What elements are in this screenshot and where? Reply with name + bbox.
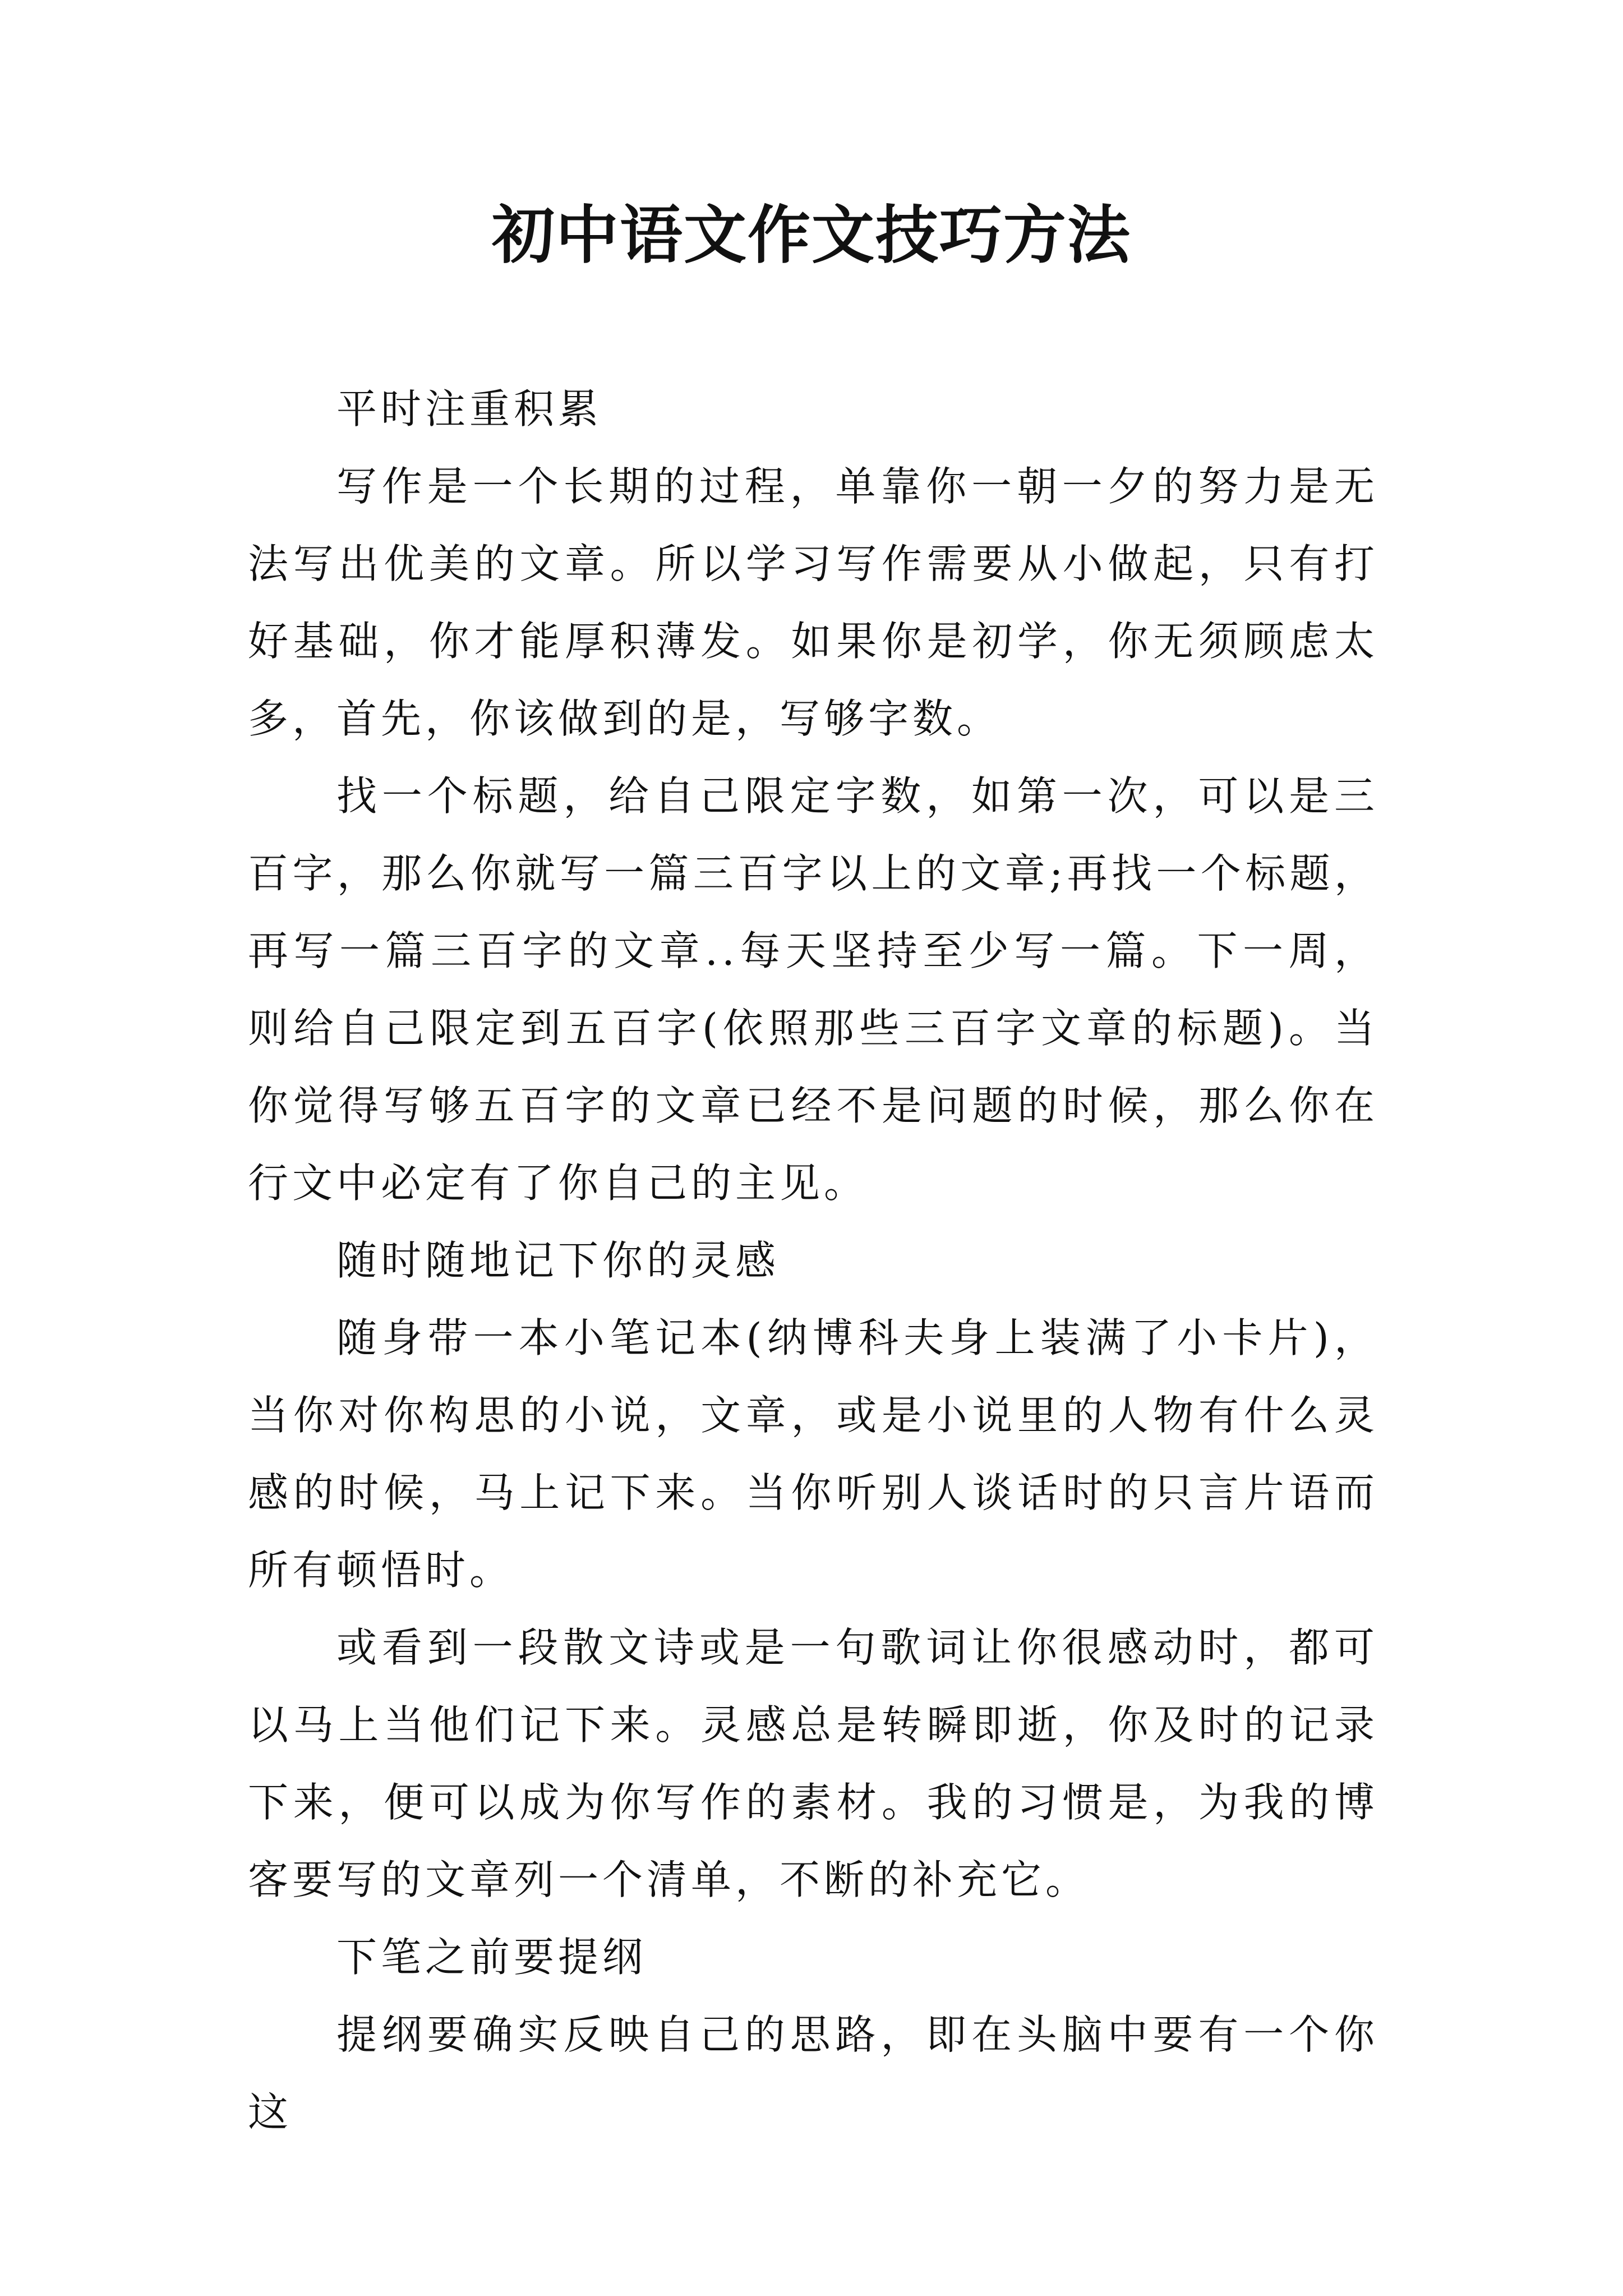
section-heading-inspiration: 随时随地记下你的灵感 [336,1237,780,1284]
paragraph: 找一个标题，给自己限定字数，如第一次，可以是三百字，那么你就写一篇三百字以上的文章;再找一个标题，再写一篇三百字的文章..每天坚持至少写一篇。下一周，则给自己限定到五百字(依照那些三百字文章的标题)。当你觉得写够五百字的文章已经不是问题的时候，那么你在行文中必定有了你自己的主见。 [248,772,1378,1207]
document-title: 初中语文作文技巧方法 [492,199,1131,272]
paragraph: 写作是一个长期的过程，单靠你一朝一夕的努力是无法写出优美的文章。所以学习写作需要从小做起，只有打好基础，你才能厚积薄发。如果你是初学，你无须顾虑太多，首先，你该做到的是，写够字数。 [248,463,1378,742]
document-body [248,370,1378,2151]
paragraph: 或看到一段散文诗或是一句歌词让你很感动时，都可以马上当他们记下来。灵感总是转瞬即逝，你及时的记录下来，便可以成为你写作的素材。我的习惯是，为我的博客要写的文章列一个清单，不断的补充它。 [248,1624,1378,1903]
section-heading-outline: 下笔之前要提纲 [336,1934,647,1981]
section-heading-accumulation: 平时注重积累 [336,385,603,432]
paragraph: 提纲要确实反映自己的思路，即在头脑中要有一个你这 [248,2011,1378,2136]
paragraph: 随身带一本小笔记本(纳博科夫身上装满了小卡片)，当你对你构思的小说，文章，或是小说里的人物有什么灵感的时候，马上记下来。当你听别人谈话时的只言片语而所有顿悟时。 [248,1314,1378,1594]
